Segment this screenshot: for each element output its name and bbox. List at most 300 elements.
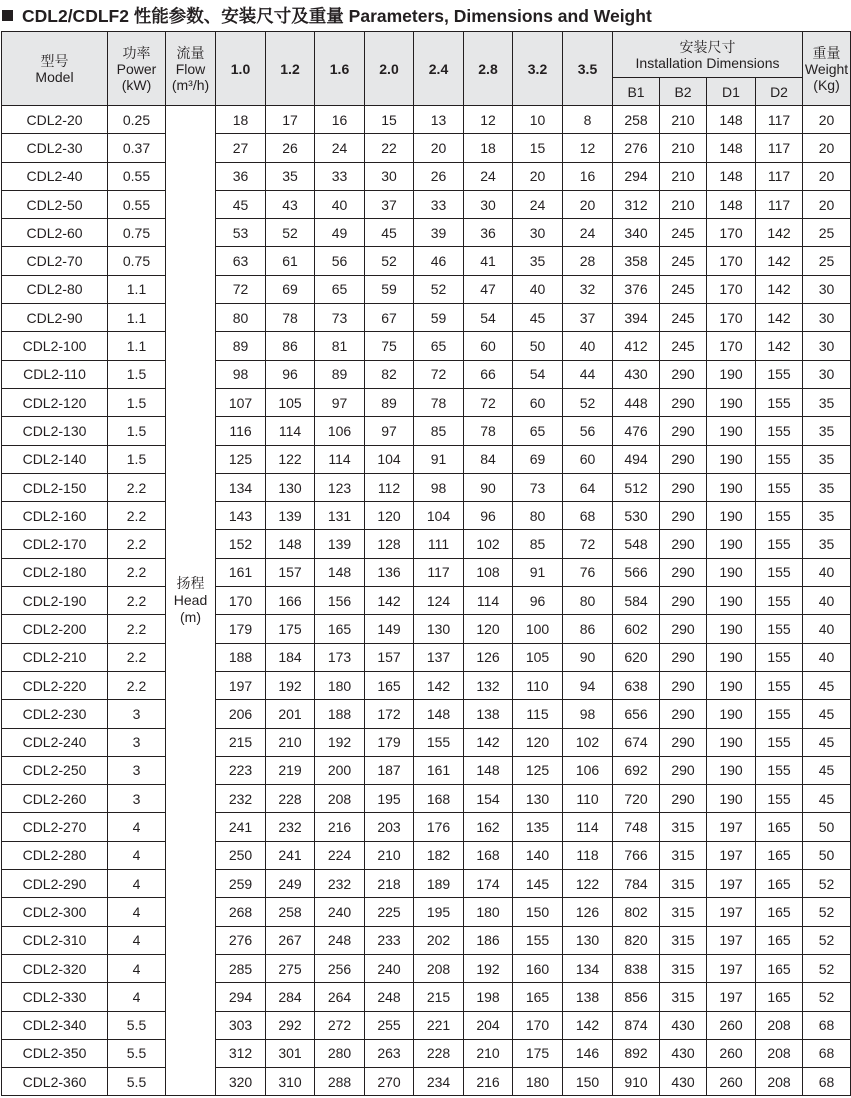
model-cell: CDL2-200 bbox=[2, 615, 108, 643]
head-value-cell: 161 bbox=[414, 756, 464, 784]
table-row bbox=[2, 587, 851, 615]
power-cell: 1.1 bbox=[108, 304, 166, 332]
dim-value-cell: 155 bbox=[756, 587, 803, 615]
head-value-cell: 49 bbox=[315, 219, 365, 247]
dim-value-cell: 820 bbox=[613, 926, 660, 954]
head-value-cell: 120 bbox=[513, 728, 563, 756]
table-row bbox=[2, 898, 851, 926]
dim-value-cell: 692 bbox=[613, 756, 660, 784]
dim-col-header: B2 bbox=[660, 78, 707, 106]
head-value-cell: 195 bbox=[414, 898, 464, 926]
head-value-cell: 22 bbox=[365, 134, 414, 162]
flow-col-header: 3.5 bbox=[563, 32, 613, 106]
dim-value-cell: 315 bbox=[660, 870, 707, 898]
dim-value-cell: 190 bbox=[707, 502, 756, 530]
weight-header-cn: 重量 bbox=[812, 44, 841, 61]
head-value-cell: 165 bbox=[315, 615, 365, 643]
head-value-cell: 72 bbox=[216, 275, 266, 303]
dim-value-cell: 190 bbox=[707, 785, 756, 813]
head-value-cell: 122 bbox=[563, 870, 613, 898]
dim-value-cell: 656 bbox=[613, 700, 660, 728]
head-value-cell: 43 bbox=[266, 190, 315, 218]
head-value-cell: 240 bbox=[315, 898, 365, 926]
dim-value-cell: 208 bbox=[756, 1011, 803, 1039]
dim-value-cell: 155 bbox=[756, 643, 803, 671]
head-value-cell: 80 bbox=[216, 304, 266, 332]
head-value-cell: 249 bbox=[266, 870, 315, 898]
dim-value-cell: 566 bbox=[613, 558, 660, 586]
head-value-cell: 45 bbox=[513, 304, 563, 332]
head-value-cell: 66 bbox=[464, 360, 513, 388]
head-value-cell: 312 bbox=[216, 1039, 266, 1067]
head-value-cell: 16 bbox=[563, 162, 613, 190]
dim-value-cell: 290 bbox=[660, 756, 707, 784]
power-header-cn: 功率 bbox=[122, 44, 151, 61]
head-value-cell: 256 bbox=[315, 954, 365, 982]
dim-value-cell: 766 bbox=[613, 841, 660, 869]
weight-cell: 45 bbox=[803, 700, 851, 728]
dim-value-cell: 290 bbox=[660, 530, 707, 558]
head-value-cell: 221 bbox=[414, 1011, 464, 1039]
head-value-cell: 80 bbox=[563, 587, 613, 615]
head-value-cell: 44 bbox=[563, 360, 613, 388]
power-cell: 4 bbox=[108, 926, 166, 954]
model-cell: CDL2-190 bbox=[2, 587, 108, 615]
head-value-cell: 96 bbox=[513, 587, 563, 615]
head-value-cell: 90 bbox=[464, 473, 513, 501]
head-value-cell: 86 bbox=[266, 332, 315, 360]
weight-cell: 25 bbox=[803, 247, 851, 275]
weight-cell: 45 bbox=[803, 785, 851, 813]
dim-value-cell: 245 bbox=[660, 304, 707, 332]
flow-header-en: Flow bbox=[175, 60, 206, 77]
power-cell: 2.2 bbox=[108, 502, 166, 530]
head-value-cell: 188 bbox=[315, 700, 365, 728]
head-value-cell: 15 bbox=[365, 106, 414, 134]
head-value-cell: 303 bbox=[216, 1011, 266, 1039]
head-value-cell: 45 bbox=[216, 190, 266, 218]
dim-value-cell: 210 bbox=[660, 190, 707, 218]
table-row bbox=[2, 671, 851, 699]
weight-cell: 20 bbox=[803, 190, 851, 218]
weight-cell: 40 bbox=[803, 643, 851, 671]
dim-value-cell: 117 bbox=[756, 190, 803, 218]
table-row bbox=[2, 445, 851, 473]
head-value-cell: 111 bbox=[414, 530, 464, 558]
power-cell: 0.55 bbox=[108, 162, 166, 190]
head-value-cell: 110 bbox=[513, 671, 563, 699]
dim-value-cell: 190 bbox=[707, 700, 756, 728]
head-value-cell: 219 bbox=[266, 756, 315, 784]
weight-cell: 40 bbox=[803, 615, 851, 643]
head-value-cell: 126 bbox=[563, 898, 613, 926]
page-title bbox=[0, 0, 851, 30]
head-value-cell: 175 bbox=[513, 1039, 563, 1067]
head-value-cell: 118 bbox=[563, 841, 613, 869]
head-value-cell: 120 bbox=[464, 615, 513, 643]
dim-value-cell: 315 bbox=[660, 954, 707, 982]
head-value-cell: 72 bbox=[414, 360, 464, 388]
head-value-cell: 26 bbox=[414, 162, 464, 190]
head-value-cell: 204 bbox=[464, 1011, 513, 1039]
head-value-cell: 228 bbox=[414, 1039, 464, 1067]
dim-value-cell: 602 bbox=[613, 615, 660, 643]
head-value-cell: 20 bbox=[563, 190, 613, 218]
weight-cell: 35 bbox=[803, 445, 851, 473]
head-value-cell: 45 bbox=[365, 219, 414, 247]
head-value-cell: 32 bbox=[563, 275, 613, 303]
head-value-cell: 39 bbox=[414, 219, 464, 247]
head-value-cell: 37 bbox=[563, 304, 613, 332]
dim-value-cell: 208 bbox=[756, 1039, 803, 1067]
head-value-cell: 102 bbox=[563, 728, 613, 756]
head-value-cell: 284 bbox=[266, 983, 315, 1011]
head-value-cell: 215 bbox=[216, 728, 266, 756]
head-value-cell: 65 bbox=[315, 275, 365, 303]
head-value-cell: 85 bbox=[414, 417, 464, 445]
dim-value-cell: 290 bbox=[660, 728, 707, 756]
head-value-cell: 91 bbox=[414, 445, 464, 473]
head-value-cell: 241 bbox=[266, 841, 315, 869]
head-value-cell: 176 bbox=[414, 813, 464, 841]
power-cell: 0.25 bbox=[108, 106, 166, 134]
dim-value-cell: 276 bbox=[613, 134, 660, 162]
table-row bbox=[2, 813, 851, 841]
power-cell: 4 bbox=[108, 841, 166, 869]
head-value-cell: 268 bbox=[216, 898, 266, 926]
weight-cell: 50 bbox=[803, 813, 851, 841]
weight-cell: 35 bbox=[803, 388, 851, 416]
head-value-cell: 150 bbox=[563, 1068, 613, 1096]
head-value-cell: 165 bbox=[365, 671, 414, 699]
weight-cell: 25 bbox=[803, 219, 851, 247]
table-row bbox=[2, 502, 851, 530]
head-value-cell: 142 bbox=[464, 728, 513, 756]
head-value-cell: 54 bbox=[464, 304, 513, 332]
head-value-cell: 131 bbox=[315, 502, 365, 530]
head-value-cell: 86 bbox=[563, 615, 613, 643]
head-value-cell: 155 bbox=[513, 926, 563, 954]
head-value-cell: 33 bbox=[414, 190, 464, 218]
spec-table bbox=[1, 31, 851, 1096]
head-value-cell: 60 bbox=[563, 445, 613, 473]
table-row bbox=[2, 417, 851, 445]
dim-value-cell: 155 bbox=[756, 417, 803, 445]
table-row bbox=[2, 106, 851, 134]
weight-cell: 45 bbox=[803, 756, 851, 784]
model-cell: CDL2-270 bbox=[2, 813, 108, 841]
head-value-cell: 146 bbox=[563, 1039, 613, 1067]
head-value-cell: 292 bbox=[266, 1011, 315, 1039]
head-value-cell: 12 bbox=[464, 106, 513, 134]
dim-value-cell: 155 bbox=[756, 473, 803, 501]
model-cell: CDL2-350 bbox=[2, 1039, 108, 1067]
dim-value-cell: 148 bbox=[707, 190, 756, 218]
head-value-cell: 59 bbox=[365, 275, 414, 303]
dim-value-cell: 260 bbox=[707, 1068, 756, 1096]
head-value-cell: 24 bbox=[315, 134, 365, 162]
head-value-cell: 224 bbox=[315, 841, 365, 869]
head-value-cell: 78 bbox=[266, 304, 315, 332]
head-value-cell: 179 bbox=[365, 728, 414, 756]
head-value-cell: 52 bbox=[365, 247, 414, 275]
head-value-cell: 108 bbox=[464, 558, 513, 586]
dim-value-cell: 190 bbox=[707, 558, 756, 586]
model-cell: CDL2-120 bbox=[2, 388, 108, 416]
dim-value-cell: 245 bbox=[660, 247, 707, 275]
head-value-cell: 210 bbox=[464, 1039, 513, 1067]
head-value-cell: 28 bbox=[563, 247, 613, 275]
weight-cell: 68 bbox=[803, 1039, 851, 1067]
dim-value-cell: 117 bbox=[756, 162, 803, 190]
model-cell: CDL2-250 bbox=[2, 756, 108, 784]
head-value-cell: 123 bbox=[315, 473, 365, 501]
head-value-cell: 47 bbox=[464, 275, 513, 303]
head-value-cell: 102 bbox=[464, 530, 513, 558]
power-cell: 4 bbox=[108, 870, 166, 898]
weight-cell: 35 bbox=[803, 417, 851, 445]
head-value-cell: 187 bbox=[365, 756, 414, 784]
dim-value-cell: 290 bbox=[660, 417, 707, 445]
head-value-cell: 232 bbox=[216, 785, 266, 813]
head-value-cell: 192 bbox=[266, 671, 315, 699]
power-header bbox=[108, 32, 166, 106]
weight-cell: 30 bbox=[803, 275, 851, 303]
head-value-cell: 126 bbox=[464, 643, 513, 671]
model-cell: CDL2-50 bbox=[2, 190, 108, 218]
install-dims-header bbox=[613, 32, 803, 78]
head-label-en: Head bbox=[173, 592, 208, 609]
dim-value-cell: 290 bbox=[660, 558, 707, 586]
model-cell: CDL2-320 bbox=[2, 954, 108, 982]
head-value-cell: 106 bbox=[315, 417, 365, 445]
dim-value-cell: 155 bbox=[756, 558, 803, 586]
head-value-cell: 17 bbox=[266, 106, 315, 134]
weight-cell: 50 bbox=[803, 841, 851, 869]
dim-value-cell: 142 bbox=[756, 219, 803, 247]
weight-cell: 52 bbox=[803, 983, 851, 1011]
dim-value-cell: 155 bbox=[756, 388, 803, 416]
head-value-cell: 259 bbox=[216, 870, 266, 898]
dim-value-cell: 190 bbox=[707, 615, 756, 643]
head-value-cell: 143 bbox=[216, 502, 266, 530]
weight-cell: 20 bbox=[803, 134, 851, 162]
dim-value-cell: 430 bbox=[660, 1068, 707, 1096]
head-value-cell: 117 bbox=[414, 558, 464, 586]
head-value-cell: 78 bbox=[414, 388, 464, 416]
dim-value-cell: 910 bbox=[613, 1068, 660, 1096]
dim-value-cell: 155 bbox=[756, 756, 803, 784]
dim-value-cell: 208 bbox=[756, 1068, 803, 1096]
dim-value-cell: 312 bbox=[613, 190, 660, 218]
model-cell: CDL2-280 bbox=[2, 841, 108, 869]
dim-value-cell: 290 bbox=[660, 671, 707, 699]
head-value-cell: 134 bbox=[563, 954, 613, 982]
head-value-cell: 36 bbox=[464, 219, 513, 247]
head-value-cell: 82 bbox=[365, 360, 414, 388]
weight-cell: 20 bbox=[803, 106, 851, 134]
dim-value-cell: 290 bbox=[660, 360, 707, 388]
head-value-cell: 264 bbox=[315, 983, 365, 1011]
dim-value-cell: 155 bbox=[756, 785, 803, 813]
dim-value-cell: 638 bbox=[613, 671, 660, 699]
table-row bbox=[2, 275, 851, 303]
dim-value-cell: 190 bbox=[707, 728, 756, 756]
head-value-cell: 280 bbox=[315, 1039, 365, 1067]
table-row bbox=[2, 558, 851, 586]
head-value-cell: 160 bbox=[513, 954, 563, 982]
dim-col-header: B1 bbox=[613, 78, 660, 106]
head-value-cell: 154 bbox=[464, 785, 513, 813]
dim-value-cell: 430 bbox=[660, 1039, 707, 1067]
table-row bbox=[2, 954, 851, 982]
head-value-cell: 35 bbox=[513, 247, 563, 275]
head-value-cell: 59 bbox=[414, 304, 464, 332]
dim-value-cell: 448 bbox=[613, 388, 660, 416]
dim-value-cell: 170 bbox=[707, 332, 756, 360]
dim-value-cell: 290 bbox=[660, 615, 707, 643]
power-cell: 1.5 bbox=[108, 360, 166, 388]
head-value-cell: 174 bbox=[464, 870, 513, 898]
head-value-cell: 170 bbox=[513, 1011, 563, 1039]
table-row bbox=[2, 190, 851, 218]
dim-value-cell: 260 bbox=[707, 1039, 756, 1067]
model-cell: CDL2-360 bbox=[2, 1068, 108, 1096]
dim-value-cell: 315 bbox=[660, 898, 707, 926]
dim-value-cell: 358 bbox=[613, 247, 660, 275]
dim-value-cell: 165 bbox=[756, 983, 803, 1011]
head-label-cell bbox=[166, 106, 216, 1096]
head-value-cell: 100 bbox=[513, 615, 563, 643]
head-value-cell: 37 bbox=[365, 190, 414, 218]
head-value-cell: 90 bbox=[563, 643, 613, 671]
head-value-cell: 132 bbox=[464, 671, 513, 699]
weight-header-en: Weight bbox=[804, 60, 849, 77]
power-cell: 3 bbox=[108, 756, 166, 784]
table-row bbox=[2, 530, 851, 558]
head-value-cell: 54 bbox=[513, 360, 563, 388]
power-cell: 1.1 bbox=[108, 332, 166, 360]
head-label-unit: (m) bbox=[180, 609, 201, 626]
model-cell: CDL2-340 bbox=[2, 1011, 108, 1039]
head-value-cell: 53 bbox=[216, 219, 266, 247]
head-value-cell: 192 bbox=[315, 728, 365, 756]
power-cell: 3 bbox=[108, 700, 166, 728]
dim-value-cell: 197 bbox=[707, 983, 756, 1011]
table-row bbox=[2, 1068, 851, 1096]
model-cell: CDL2-220 bbox=[2, 671, 108, 699]
head-value-cell: 30 bbox=[464, 190, 513, 218]
head-value-cell: 157 bbox=[266, 558, 315, 586]
head-value-cell: 110 bbox=[563, 785, 613, 813]
dim-value-cell: 290 bbox=[660, 700, 707, 728]
head-value-cell: 75 bbox=[365, 332, 414, 360]
head-value-cell: 80 bbox=[513, 502, 563, 530]
dim-value-cell: 165 bbox=[756, 954, 803, 982]
head-value-cell: 97 bbox=[365, 417, 414, 445]
head-value-cell: 12 bbox=[563, 134, 613, 162]
head-value-cell: 258 bbox=[266, 898, 315, 926]
head-value-cell: 52 bbox=[563, 388, 613, 416]
head-value-cell: 130 bbox=[266, 473, 315, 501]
table-row bbox=[2, 728, 851, 756]
dim-value-cell: 165 bbox=[756, 926, 803, 954]
table-row bbox=[2, 983, 851, 1011]
head-value-cell: 136 bbox=[365, 558, 414, 586]
head-value-cell: 152 bbox=[216, 530, 266, 558]
power-cell: 1.5 bbox=[108, 417, 166, 445]
head-value-cell: 218 bbox=[365, 870, 414, 898]
model-header-en: Model bbox=[35, 68, 74, 85]
model-cell: CDL2-40 bbox=[2, 162, 108, 190]
weight-cell: 68 bbox=[803, 1011, 851, 1039]
table-row bbox=[2, 1011, 851, 1039]
dim-value-cell: 155 bbox=[756, 530, 803, 558]
dim-value-cell: 190 bbox=[707, 530, 756, 558]
power-cell: 2.2 bbox=[108, 473, 166, 501]
dim-value-cell: 548 bbox=[613, 530, 660, 558]
head-value-cell: 125 bbox=[216, 445, 266, 473]
weight-cell: 40 bbox=[803, 587, 851, 615]
power-cell: 1.5 bbox=[108, 388, 166, 416]
head-value-cell: 106 bbox=[563, 756, 613, 784]
dim-value-cell: 190 bbox=[707, 360, 756, 388]
head-value-cell: 197 bbox=[216, 671, 266, 699]
install-dims-cn: 安装尺寸 bbox=[679, 38, 736, 55]
dim-value-cell: 290 bbox=[660, 502, 707, 530]
dim-value-cell: 290 bbox=[660, 445, 707, 473]
head-value-cell: 179 bbox=[216, 615, 266, 643]
dim-value-cell: 197 bbox=[707, 926, 756, 954]
head-value-cell: 73 bbox=[315, 304, 365, 332]
model-cell: CDL2-90 bbox=[2, 304, 108, 332]
square-bullet-icon bbox=[2, 10, 13, 21]
head-value-cell: 24 bbox=[563, 219, 613, 247]
dim-value-cell: 430 bbox=[613, 360, 660, 388]
head-value-cell: 98 bbox=[414, 473, 464, 501]
power-cell: 0.75 bbox=[108, 219, 166, 247]
flow-header-cn: 流量 bbox=[176, 44, 205, 61]
table-row bbox=[2, 643, 851, 671]
model-cell: CDL2-60 bbox=[2, 219, 108, 247]
table-row bbox=[2, 388, 851, 416]
dim-value-cell: 155 bbox=[756, 445, 803, 473]
head-value-cell: 234 bbox=[414, 1068, 464, 1096]
dim-value-cell: 197 bbox=[707, 841, 756, 869]
install-dims-en: Installation Dimensions bbox=[635, 54, 780, 71]
dim-value-cell: 494 bbox=[613, 445, 660, 473]
head-value-cell: 188 bbox=[216, 643, 266, 671]
power-cell: 1.1 bbox=[108, 275, 166, 303]
head-value-cell: 30 bbox=[365, 162, 414, 190]
head-value-cell: 128 bbox=[365, 530, 414, 558]
model-header bbox=[2, 32, 108, 106]
power-cell: 2.2 bbox=[108, 643, 166, 671]
model-cell: CDL2-130 bbox=[2, 417, 108, 445]
head-value-cell: 130 bbox=[414, 615, 464, 643]
head-value-cell: 89 bbox=[216, 332, 266, 360]
head-value-cell: 36 bbox=[216, 162, 266, 190]
power-cell: 4 bbox=[108, 983, 166, 1011]
dim-value-cell: 190 bbox=[707, 756, 756, 784]
dim-value-cell: 170 bbox=[707, 304, 756, 332]
head-value-cell: 40 bbox=[563, 332, 613, 360]
head-value-cell: 223 bbox=[216, 756, 266, 784]
head-value-cell: 161 bbox=[216, 558, 266, 586]
weight-cell: 35 bbox=[803, 530, 851, 558]
page-title-text: CDL2/CDLF2 性能参数、安装尺寸及重量 Parameters, Dimensions and Weight bbox=[22, 5, 652, 26]
head-label-cn: 扬程 bbox=[176, 575, 205, 592]
